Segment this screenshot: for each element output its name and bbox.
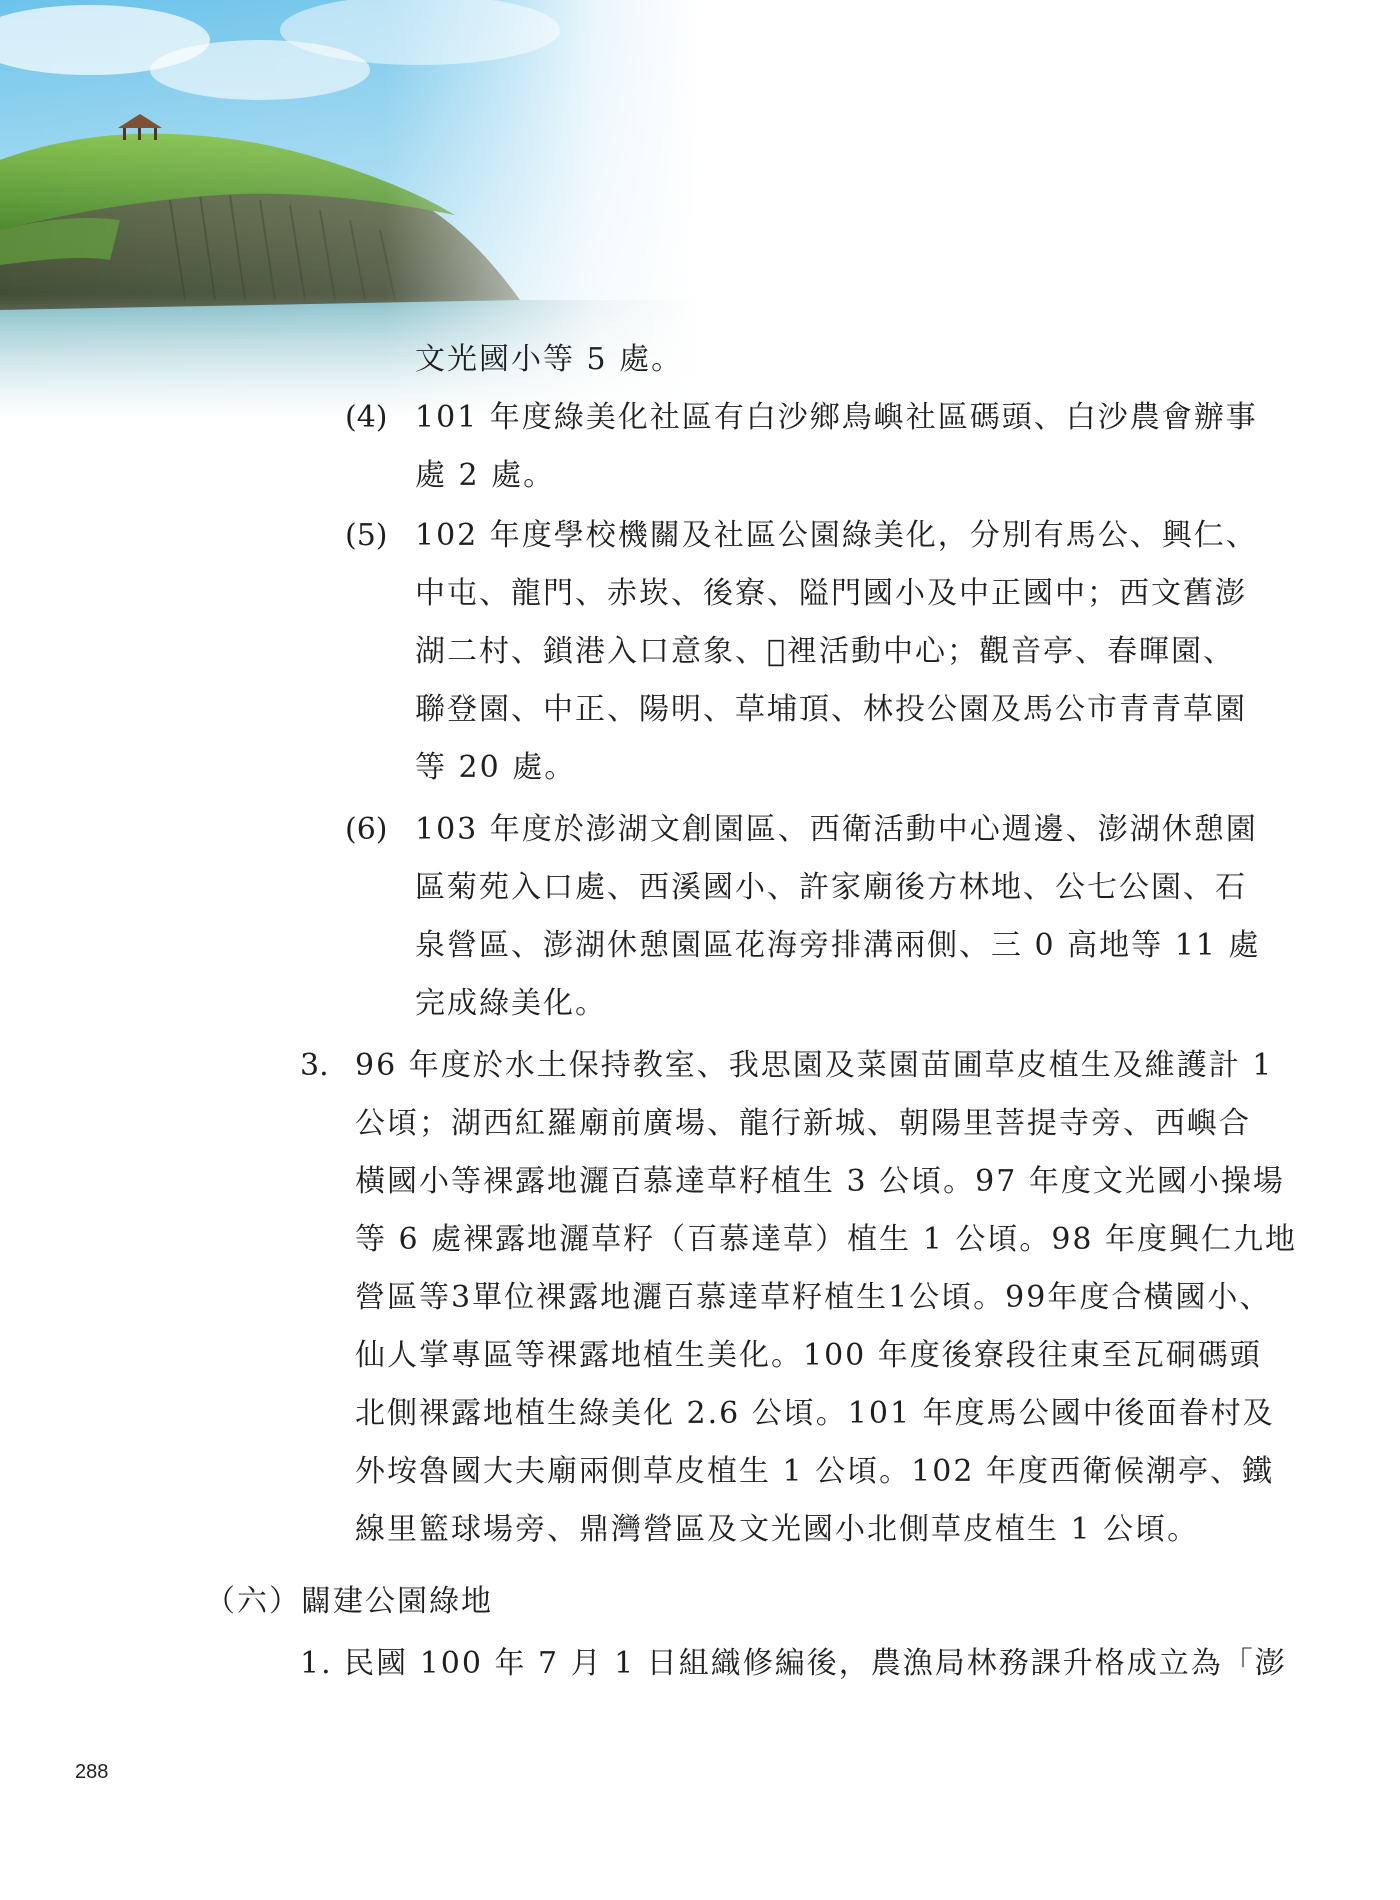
item-3-line-8: 外垵魯國大夫廟兩側草皮植生 1 公頃。102 年度西衛候潮亭、鐵 bbox=[355, 1454, 1274, 1489]
item-3-line-5: 營區等3單位裸露地灑百慕達草籽植生1公頃。99年度合橫國小、 bbox=[355, 1280, 1272, 1315]
item-4-line-2: 處 2 處。 bbox=[415, 458, 556, 493]
item-3-line-7: 北側裸露地植生綠美化 2.6 公頃。101 年度馬公國中後面眷村及 bbox=[355, 1396, 1275, 1431]
item-5-marker: (5) bbox=[345, 518, 388, 553]
item-5-line-4: 聯登園、中正、陽明、草埔頂、林投公園及馬公市青青草園 bbox=[415, 692, 1247, 727]
item-5-line-5: 等 20 處。 bbox=[415, 750, 577, 785]
item-6-marker: (6) bbox=[345, 812, 388, 847]
item-6-line-2: 區菊苑入口處、西溪國小、許家廟後方林地、公七公園、石 bbox=[415, 870, 1247, 905]
item-3-marker: 3. bbox=[300, 1048, 329, 1083]
item-3-line-2: 公頃；湖西紅羅廟前廣場、龍行新城、朝陽里菩提寺旁、西嶼合 bbox=[355, 1106, 1251, 1141]
item-4-line-1: 101 年度綠美化社區有白沙鄉鳥嶼社區碼頭、白沙農會辦事 bbox=[415, 400, 1258, 435]
item-5-line-3: 湖二村、鎖港入口意象、𡶛裡活動中心；觀音亭、春暉園、 bbox=[415, 634, 1236, 669]
item-4-marker: (4) bbox=[345, 400, 388, 435]
page-number: 288 bbox=[75, 1761, 109, 1783]
item-6-line-1: 103 年度於澎湖文創園區、西衛活動中心週邊、澎湖休憩園 bbox=[415, 812, 1258, 847]
item-5-line-1: 102 年度學校機關及社區公園綠美化，分別有馬公、興仁、 bbox=[415, 518, 1258, 553]
item-6-line-4: 完成綠美化。 bbox=[415, 986, 607, 1021]
item-3-line-9: 線里籃球場旁、鼎灣營區及文光國小北側草皮植生 1 公頃。 bbox=[355, 1512, 1200, 1547]
section-6-line-1: 1. 民國 100 年 7 月 1 日組織修編後，農漁局林務課升格成立為「澎 bbox=[300, 1646, 1287, 1681]
item-6-line-3: 泉營區、澎湖休憩園區花海旁排溝兩側、三 0 高地等 11 處 bbox=[415, 928, 1261, 963]
section-6-heading: （六）闢建公園綠地 bbox=[205, 1584, 493, 1619]
item-3-line-6: 仙人掌專區等裸露地植生美化。100 年度後寮段往東至瓦硐碼頭 bbox=[355, 1338, 1262, 1373]
item-3-line-3: 橫國小等裸露地灑百慕達草籽植生 3 公頃。97 年度文光國小操場 bbox=[355, 1164, 1285, 1199]
item-5-line-2: 中屯、龍門、赤崁、後寮、隘門國小及中正國中；西文舊澎 bbox=[415, 576, 1247, 611]
item-3-line-1: 96 年度於水土保持教室、我思園及菜園苗圃草皮植生及維護計 1 bbox=[355, 1048, 1274, 1083]
continuation-line: 文光國小等 5 處。 bbox=[415, 342, 684, 377]
item-3-line-4: 等 6 處裸露地灑草籽（百慕達草）植生 1 公頃。98 年度興仁九地 bbox=[355, 1222, 1298, 1257]
